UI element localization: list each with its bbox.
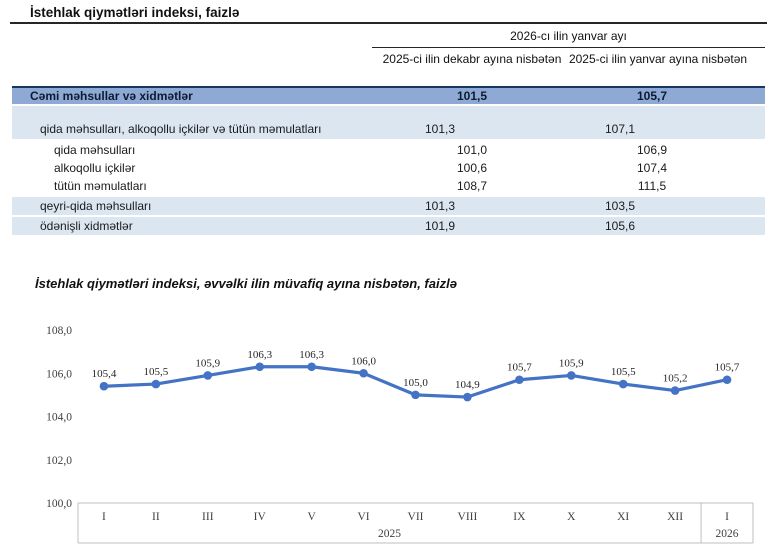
value-vs-december: 100,6 — [456, 160, 488, 175]
x-axis-month-label: III — [202, 511, 214, 523]
data-point-label: 105,0 — [403, 376, 428, 389]
chart-title: İstehlak qiymətləri indeksi, əvvəlki ilin müvafiq ayına nisbətən, faizlə — [35, 276, 457, 291]
x-axis-month-label: X — [567, 511, 576, 523]
x-axis-year-label: 2026 — [715, 528, 739, 540]
data-point — [463, 393, 472, 402]
value-vs-january: 106,9 — [636, 142, 668, 157]
value-vs-december: 101,3 — [424, 198, 456, 213]
data-point — [100, 382, 109, 391]
data-point — [411, 391, 420, 400]
y-axis-label: 102,0 — [46, 454, 72, 467]
data-point — [567, 371, 576, 380]
data-point-label: 105,5 — [143, 366, 169, 379]
x-axis-year-label: 2025 — [378, 528, 402, 540]
x-axis-month-label: V — [307, 511, 316, 523]
data-point-label: 106,3 — [247, 348, 273, 361]
cpi-table — [12, 86, 765, 237]
x-axis-month-label: VII — [407, 511, 424, 523]
data-point — [671, 386, 680, 395]
cpi-line-chart — [0, 315, 774, 555]
row-label: tütün məmulatları — [54, 178, 147, 193]
row-label: qida məhsulları, alkoqollu içkilər və tütün məmulatları — [40, 122, 322, 136]
x-axis-month-label: XI — [617, 511, 630, 523]
x-axis-month-label: VIII — [457, 511, 478, 523]
table-row — [12, 217, 765, 235]
row-label: qeyri-qida məhsulları — [40, 198, 152, 213]
value-vs-december: 101,5 — [456, 88, 488, 103]
y-axis-label: 100,0 — [46, 498, 72, 510]
data-point — [723, 375, 732, 384]
value-vs-january: 107,1 — [604, 122, 636, 136]
x-axis-month-label: I — [725, 511, 729, 523]
data-point-label: 105,9 — [558, 357, 584, 370]
data-point — [255, 362, 264, 371]
data-point-label: 105,9 — [195, 357, 221, 370]
column-header-vs-january: 2025-ci ilin yanvar ayına nisbətən — [568, 52, 748, 66]
y-axis-label: 106,0 — [46, 368, 72, 381]
data-point-label: 105,4 — [91, 368, 117, 381]
value-vs-january: 107,4 — [636, 160, 668, 175]
value-vs-december: 101,9 — [424, 218, 456, 233]
data-point — [152, 380, 161, 389]
x-axis-month-label: II — [152, 511, 160, 523]
data-point-label: 105,2 — [662, 372, 688, 385]
x-axis-month-label: IV — [253, 511, 266, 523]
data-point — [619, 380, 628, 389]
value-vs-december: 108,7 — [456, 178, 488, 193]
table-group-header: 2026-cı ilin yanvar ayı — [510, 29, 627, 43]
table-row — [12, 106, 765, 139]
data-point — [307, 362, 316, 371]
value-vs-december: 101,3 — [424, 122, 456, 136]
page-title: İstehlak qiymətləri indeksi, faizlə — [30, 5, 240, 20]
data-point-label: 106,3 — [299, 348, 325, 361]
table-row — [12, 197, 765, 215]
table-row — [12, 141, 765, 159]
row-label: Cəmi məhsullar və xidmətlər — [30, 88, 193, 103]
value-vs-january: 103,5 — [604, 198, 636, 213]
x-axis-month-label: VI — [357, 511, 370, 523]
value-vs-january: 105,6 — [604, 218, 636, 233]
y-axis-label: 108,0 — [46, 325, 72, 337]
value-vs-january: 105,7 — [636, 88, 668, 103]
data-point — [515, 375, 524, 384]
y-axis-label: 104,0 — [46, 411, 72, 424]
column-header-vs-december: 2025-ci ilin dekabr ayına nisbətən — [382, 52, 562, 66]
group-header-underline — [372, 47, 765, 48]
x-axis-month-label: XII — [667, 511, 684, 523]
data-point-label: 105,5 — [610, 366, 636, 379]
row-label: ödənişli xidmətlər — [40, 218, 133, 233]
row-label: qida məhsulları — [54, 142, 136, 157]
value-vs-december: 101,0 — [456, 142, 488, 157]
data-point-label: 106,0 — [351, 355, 376, 368]
data-point-label: 105,7 — [714, 361, 740, 374]
x-axis-month-label: IX — [513, 511, 526, 523]
title-divider — [10, 22, 767, 24]
value-vs-january: 111,5 — [637, 178, 667, 193]
data-point — [359, 369, 368, 378]
data-point — [204, 371, 213, 380]
data-point-label: 104,9 — [455, 379, 480, 392]
row-label: alkoqollu içkilər — [54, 160, 136, 175]
data-point-label: 105,7 — [506, 361, 532, 374]
table-row — [12, 159, 765, 177]
x-axis-month-label: I — [102, 511, 106, 523]
table-row — [12, 177, 765, 195]
table-row — [12, 86, 765, 104]
